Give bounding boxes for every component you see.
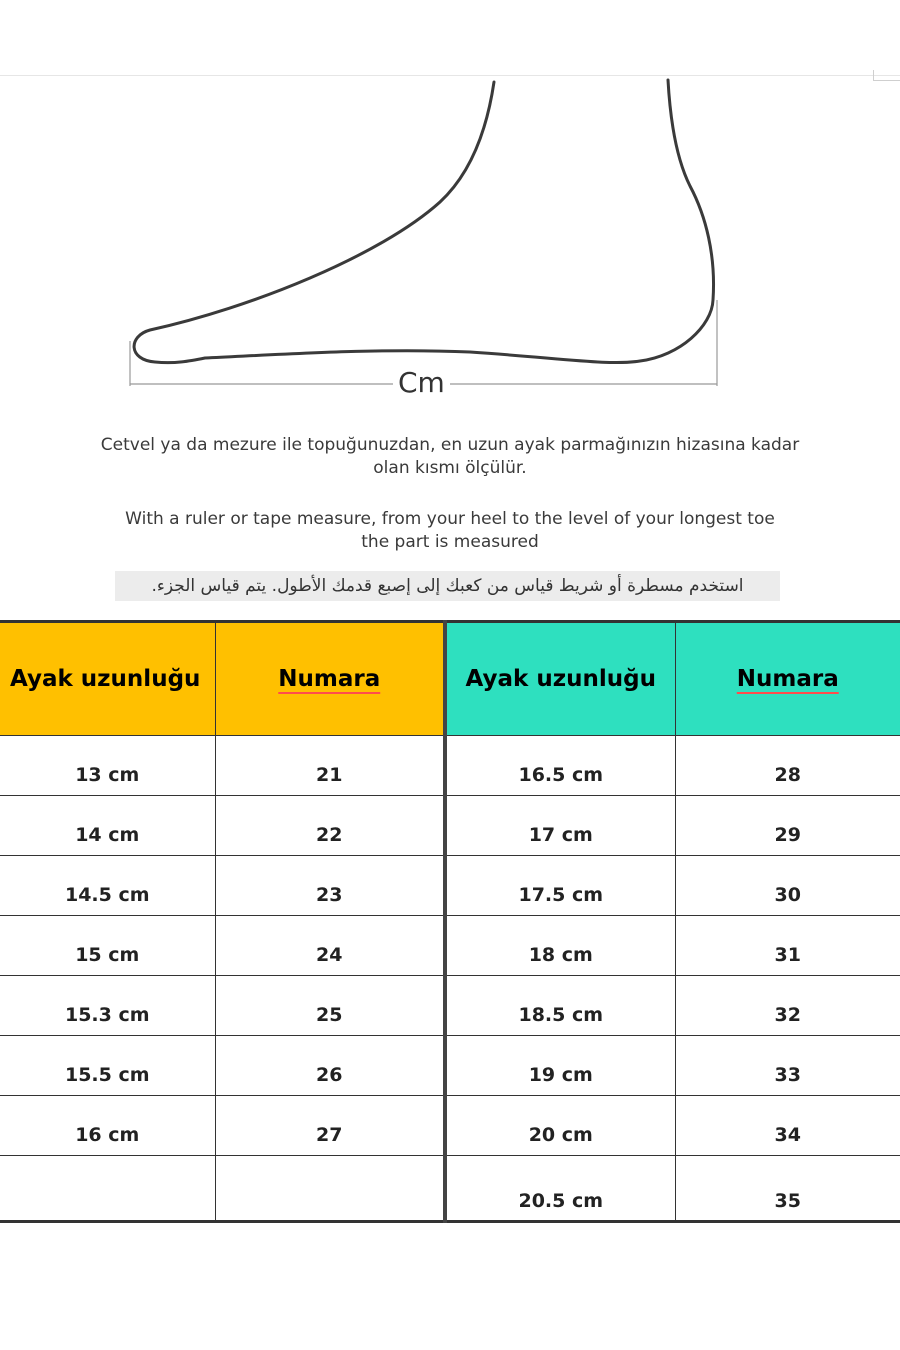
cell-size: 24 bbox=[215, 916, 445, 976]
cell-size: 22 bbox=[215, 796, 445, 856]
cell-foot-length: 14.5 cm bbox=[0, 856, 215, 916]
table-row bbox=[0, 1036, 900, 1096]
table-row bbox=[0, 1096, 900, 1156]
cell-size: 27 bbox=[215, 1096, 445, 1156]
cell-foot-length: 18.5 cm bbox=[445, 976, 675, 1036]
cell-foot-length: 19 cm bbox=[445, 1036, 675, 1096]
instruction-turkish-line1: Cetvel ya da mezure ile topuğunuzdan, en uzun ayak parmağınızın hizasına kadar bbox=[100, 435, 800, 455]
cell-foot-length: 15.3 cm bbox=[0, 976, 215, 1036]
table-row bbox=[0, 976, 900, 1036]
cell-foot-length: 16 cm bbox=[0, 1096, 215, 1156]
cell-size: 28 bbox=[675, 736, 900, 796]
cell-size: 30 bbox=[675, 856, 900, 916]
cell-foot-length: 20 cm bbox=[445, 1096, 675, 1156]
cell-foot-length: 17 cm bbox=[445, 796, 675, 856]
cell-size: 34 bbox=[675, 1096, 900, 1156]
foot-outline-icon bbox=[0, 76, 900, 396]
cell-size: 35 bbox=[675, 1156, 900, 1222]
cell-foot-length: 20.5 cm bbox=[445, 1156, 675, 1222]
cell-foot-length: 15.5 cm bbox=[0, 1036, 215, 1096]
instruction-english bbox=[60, 508, 840, 554]
cell-size: 23 bbox=[215, 856, 445, 916]
table-row bbox=[0, 736, 900, 796]
cell-size bbox=[215, 1156, 445, 1222]
cell-foot-length: 17.5 cm bbox=[445, 856, 675, 916]
header-size-right bbox=[675, 622, 900, 736]
table-row bbox=[0, 856, 900, 916]
cell-size: 32 bbox=[675, 976, 900, 1036]
cell-foot-length: 18 cm bbox=[445, 916, 675, 976]
cell-foot-length: 15 cm bbox=[0, 916, 215, 976]
table-row bbox=[0, 796, 900, 856]
instruction-turkish-line2: olan kısmı ölçülür. bbox=[373, 458, 527, 478]
table-header-row bbox=[0, 622, 900, 736]
cell-foot-length: 14 cm bbox=[0, 796, 215, 856]
size-table bbox=[0, 620, 900, 1223]
cell-size: 29 bbox=[675, 796, 900, 856]
cell-size: 31 bbox=[675, 916, 900, 976]
header-foot-length-right: Ayak uzunluğu bbox=[445, 622, 675, 736]
header-foot-length-left: Ayak uzunluğu bbox=[0, 622, 215, 736]
header-size-right-label: Numara bbox=[736, 666, 839, 692]
cell-foot-length bbox=[0, 1156, 215, 1222]
header-size-left bbox=[215, 622, 445, 736]
instruction-english-line2: the part is measured bbox=[361, 532, 539, 552]
header-size-left-label: Numara bbox=[278, 666, 381, 692]
measure-label: Cm bbox=[398, 366, 445, 399]
cell-foot-length: 13 cm bbox=[0, 736, 215, 796]
instruction-arabic: استخدم مسطرة أو شريط قياس من كعبك إلى إصبع قدمك الأطول. يتم قياس الجزء. bbox=[115, 571, 780, 601]
cell-size: 21 bbox=[215, 736, 445, 796]
cell-foot-length: 16.5 cm bbox=[445, 736, 675, 796]
instruction-turkish bbox=[60, 434, 840, 480]
table-row bbox=[0, 1156, 900, 1222]
cell-size: 25 bbox=[215, 976, 445, 1036]
cell-size: 26 bbox=[215, 1036, 445, 1096]
cell-size: 33 bbox=[675, 1036, 900, 1096]
instruction-english-line1: With a ruler or tape measure, from your heel to the level of your longest toe bbox=[125, 509, 775, 529]
table-row bbox=[0, 916, 900, 976]
